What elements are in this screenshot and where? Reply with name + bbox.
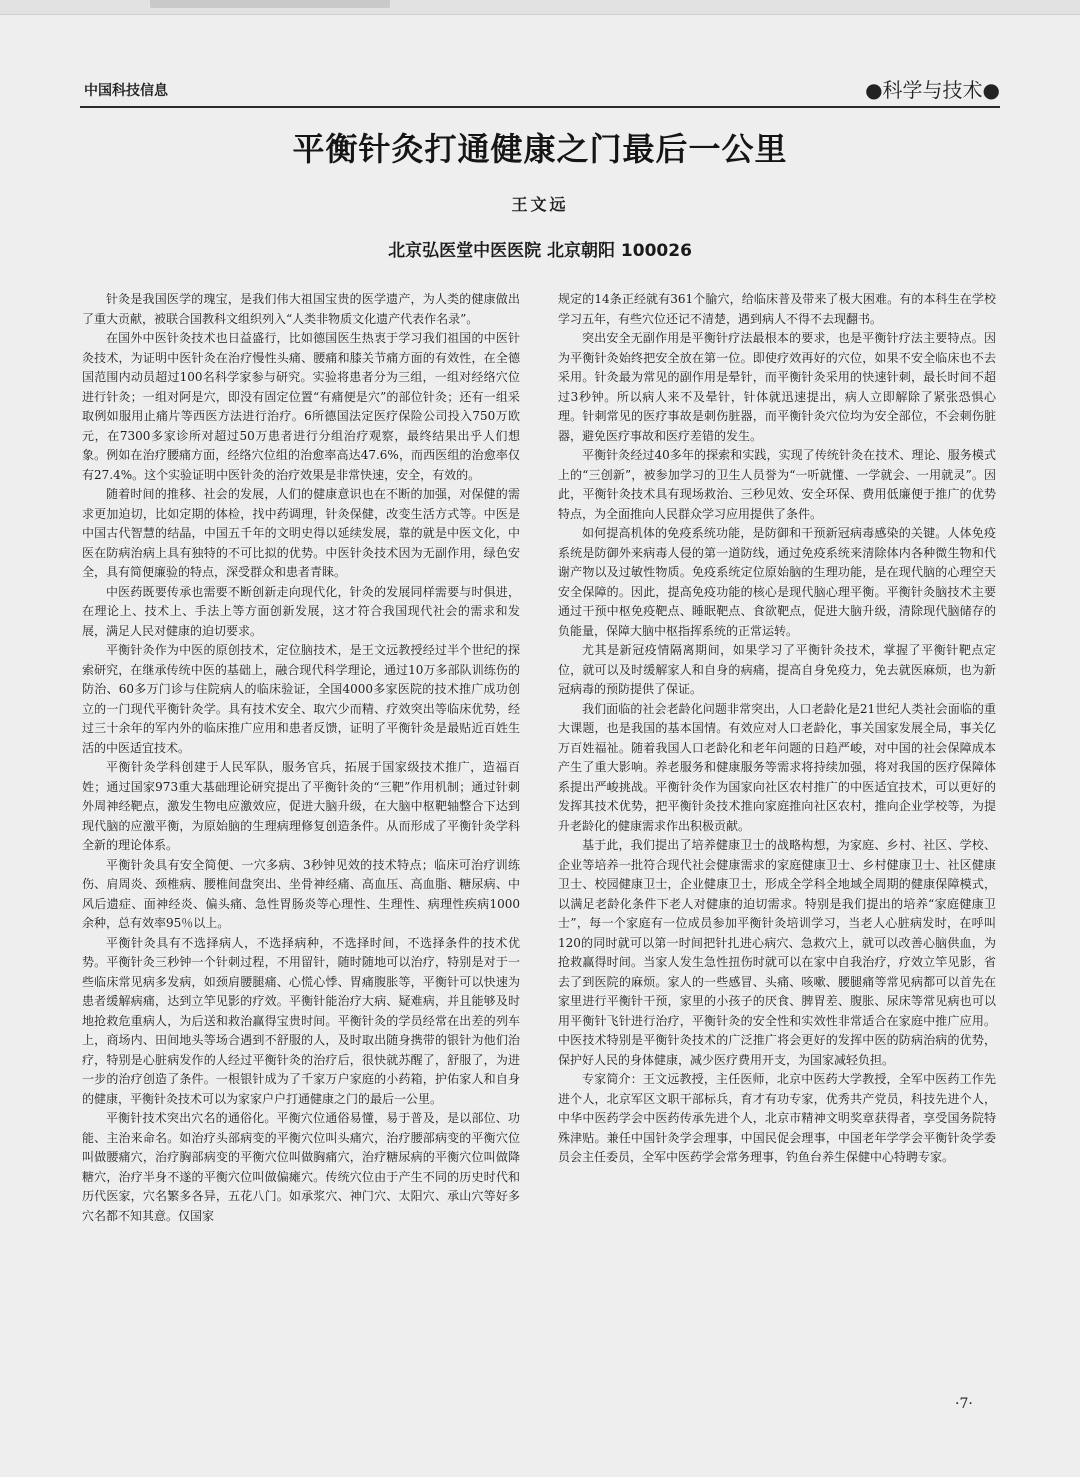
previous-page-heading-fragment: [150, 0, 390, 8]
body-paragraph: 平衡针灸具有不选择病人，不选择病种，不选择时间，不选择条件的技术优势。平衡针灸三秒钟一个针刺过程，不用留针，随时随地可以治疗，特别是对于一些临床常见病多发病，如颈肩腰腿痛、心慌心悸、胃痛腹胀等，平衡针可以快速为患者缓解病痛，达到立竿见影的疗效。平衡针能治疗大病、疑难病，并且能够及时地抢救危重病人，为后送和救治赢得宝贵时间。平衡针灸的学员经常在出差的列车上，商场内、田间地头等场合遇到不舒服的人，及时取出随身携带的银针为他们治疗，特别是心脏病发作的人经过平衡针灸的治疗后，很快就苏醒了，舒服了，为进一步的治疗创造了条件。一根银针成为了千家万户家庭的小药箱，护佑家人和自身的健康，平衡针灸技术可以为家家户户打通健康之门的最后一公里。: [82, 935, 520, 1106]
right-column: [558, 290, 996, 1366]
body-paragraph: 规定的14条正经就有361个腧穴，给临床普及带来了极大困难。有的本科生在学校学习五年，有些穴位还记不清楚，遇到病人不得不去现翻书。: [558, 292, 996, 326]
section-label: ●科学与技术●: [865, 78, 1000, 102]
body-paragraph: 突出安全无副作用是平衡针疗法最根本的要求，也是平衡针疗法主要特点。因为平衡针灸始终把安全放在第一位。即使疗效再好的穴位，如果不安全临床也不去采用。针灸最为常见的副作用是晕针，而平衡针灸采用的快速针刺，最长时间不超过3秒钟。所以病人来不及晕针，针体就迅速提出，病人立即解除了紧张恐惧心理。针刺常见的医疗事故是刺伤脏器，而平衡针灸穴位均为安全部位，不会刺伤脏器，避免医疗事故和医疗差错的发生。: [558, 331, 996, 443]
body-paragraph: 基于此，我们提出了培养健康卫士的战略构想，为家庭、乡村、社区、学校、企业等培养一批符合现代社会健康需求的家庭健康卫士、乡村健康卫士、社区健康卫士、校园健康卫士，企业健康卫士，形成全学科全地域全周期的健康保障模式，以满足老龄化条件下老人对健康的迫切需求。特别是我们提出的培养“家庭健康卫士”，每一个家庭有一位成员参加平衡针灸培训学习，当老人心脏病发时，在呼叫120的同时就可以第一时间把针扎进心病穴、急救穴上，就可以改善心脑供血，为抢救赢得时间。当家人发生急性扭伤时就可以在家中自我治疗，疗效立竿见影，省去了到医院的麻烦。家人的一些感冒、头痛、咳嗽、腰腿痛等常见病都可以首先在家里进行平衡针干预，家里的小孩子的厌食、脾胃差、腹胀、尿床等常见病也可以用平衡针飞针进行治疗，平衡针灸的安全性和实效性非常适合在家庭中推广应用。中医技术特别是平衡针灸技术的广泛推广将会更好的发挥中医的防病治病的优势，保护好人民的身体健康，减少医疗费用开支，为国家减轻负担。: [558, 838, 996, 1067]
journal-name: 中国科技信息: [84, 83, 168, 99]
body-paragraph: 中医药既要传承也需要不断创新走向现代化，针灸的发展同样需要与时俱进，在理论上、技术上、手法上等方面创新发展，这才符合我国现代社会的需求和发展，满足人民对健康的迫切要求。: [82, 584, 520, 638]
author-bio: 专家简介：王文远教授，主任医师，北京中医药大学教授，全军中医药工作先进个人，北京军区文职干部标兵，育才有功专家，优秀共产党员，科技先进个人，中华中医药学会中医药传承先进个人，北京市精神文明奖章获得者，享受国务院特殊津贴。兼任中国针灸学会理事，中国民促会理事，中国老年学学会平衡针灸学委员会主任委员，全军中医药学会常务理事，钓鱼台养生保健中心特聘专家。: [558, 1072, 996, 1164]
author-affiliation: 北京弘医堂中医医院 北京朝阳 100026: [388, 241, 692, 261]
page-number: ·7·: [955, 1396, 973, 1412]
body-paragraph: 尤其是新冠疫情隔离期间，如果学习了平衡针灸技术，掌握了平衡针靶点定位，就可以及时缓解家人和自身的病痛，提高自身免疫力，免去就医麻烦，也为新冠病毒的预防提供了保证。: [558, 643, 996, 696]
left-column: [82, 290, 520, 1366]
body-paragraph: 针灸是我国医学的瑰宝，是我们伟大祖国宝贵的医学遗产，为人类的健康做出了重大贡献，被联合国教科文组织列入“人类非物质文化遗产代表作名录”。: [82, 292, 520, 326]
running-header: [80, 74, 1000, 108]
body-paragraph: 平衡针灸作为中医的原创技术，定位脑技术，是王文远教授经过半个世纪的探索研究，在继承传统中医的基础上，融合现代科学理论，通过10万多部队训练伤的防治、60多万门诊与住院病人的临床验证，全国4000多家医院的技术推广成功创立的一门现代平衡针灸学。具有技术安全、取穴少而精、疗效突出等临床优势，经过三十余年的军内外的临床推广应用和患者反馈，证明了平衡针灸是最贴近百姓生活的中医适宜技术。: [82, 643, 520, 755]
body-paragraph: 我们面临的社会老龄化问题非常突出，人口老龄化是21世纪人类社会面临的重大课题，也是我国的基本国情。有效应对人口老龄化，事关国家发展全局，事关亿万百姓福祉。随着我国人口老龄化和老年问题的日趋严峻，对中国的社会保障成本产生了重大影响。养老服务和健康服务等需求将持续加强，将对我国的医疗保障体系提出严峻挑战。平衡针灸作为国家向社区农村推广的中医适宜技术，可以更好的发挥其技术优势，把平衡针灸技术推向家庭推向社区农村，推向企业学校等，为提升老龄化的健康需求作出积极贡献。: [558, 701, 996, 833]
body-paragraph: 平衡针灸学科创建于人民军队，服务官兵，拓展于国家级技术推广，造福百姓；通过国家973重大基础理论研究提出了平衡针灸的“三靶”作用机制；通过针刺外周神经靶点，激发生物电应激效应，促进大脑升级，在大脑中枢靶轴整合下达到现代脑的应激平衡，为原始脑的生理病理修复创造条件。从而形成了平衡针灸学科全新的理论体系。: [82, 760, 520, 852]
article-author: 王文远: [511, 195, 569, 214]
body-paragraph: 平衡针灸具有安全简便、一穴多病、3秒钟见效的技术特点；临床可治疗训练伤、肩周炎、颈椎病、腰椎间盘突出、坐骨神经痛、高血压、高血脂、糖尿病、中风后遗症、面神经炎、偏头痛、急性胃肠炎等心理性、生理性、病理性疾病1000余种，总有效率95％以上。: [82, 857, 520, 930]
article-title: 平衡针灸打通健康之门最后一公里: [292, 130, 788, 168]
body-paragraph: 如何提高机体的免疫系统功能，是防御和干预新冠病毒感染的关键。人体免疫系统是防御外来病毒人侵的第一道防线，通过免疫系统来清除体内各种微生物和代谢产物以及过敏性物质。免疫系统定位原始脑的生理功能，是在现代脑的心理空天安全保障的。因此，提高免疫功能的核心是现代脑心理平衡。平衡针灸脑技术主要通过干预中枢免疫靶点、睡眠靶点、食欲靶点，促进大脑升级，清除现代脑储存的负能量，保障大脑中枢指挥系统的正常运转。: [558, 526, 996, 638]
body-paragraph: 在国外中医针灸技术也日益盛行，比如德国医生热衷于学习我们祖国的中医针灸技术，为证明中医针灸在治疗慢性头痛、腰痛和膝关节痛方面的有效性，在全德国范围内动员超过100名科学家参与研究。实验将患者分为三组，一组对经络穴位进行针灸；一组对阿是穴，即没有固定位置“有痛便是穴”的部位针灸；还有一组采取例如服用止痛片等西医方法进行治疗。6所德国法定医疗保险公司投入750万欧元，在7300多家诊所对超过50万患者进行分组治疗观察，最终结果出乎人们想象。例如在治疗腰痛方面，经络穴位组的治愈率高达47.6%，而西医组的治愈率仅有27.4%。这个实验证明中医针灸的治疗效果是非常快速，安全，有效的。: [82, 331, 520, 482]
body-paragraph: 随着时间的推移、社会的发展，人们的健康意识也在不断的加强，对保健的需求更加迫切，比如定期的体检，找中药调理，针灸保健，改变生活方式等。中医是中国古代智慧的结晶，中国五千年的文明史得以延续发展，靠的就是中医文化，中医在防病治病上具有独特的不可比拟的优势。中医针灸技术因为无副作用，绿色安全，具有简便廉验的特点，深受群众和患者青睐。: [82, 487, 520, 579]
previous-page-edge: [0, 0, 1080, 15]
body-paragraph: 平衡针技术突出穴名的通俗化。平衡穴位通俗易懂，易于普及，是以部位、功能、主治来命名。如治疗头部病变的平衡穴位叫头痛穴，治疗腰部病变的平衡穴位叫做腰痛穴，治疗胸部病变的平衡穴位叫做胸痛穴，治疗糖尿病的平衡穴位叫做降糖穴，治疗半身不遂的平衡穴位叫做偏瘫穴。传统穴位由于产生不同的历史时代和历代医家，穴名繁多各异，五花八门。如承浆穴、神门穴、太阳穴、承山穴等好多穴名都不知其意。仅国家: [82, 1111, 520, 1223]
body-paragraph: 平衡针灸经过40多年的探索和实践，实现了传统针灸在技术、理论、服务模式上的“三创新”，被参加学习的卫生人员誉为“一听就懂、一学就会、一用就灵”。因此，平衡针灸技术具有现场救治、三秒见效、安全环保、费用低廉便于推广的优势特点，为全面推向人民群众学习应用提供了条件。: [558, 448, 996, 521]
